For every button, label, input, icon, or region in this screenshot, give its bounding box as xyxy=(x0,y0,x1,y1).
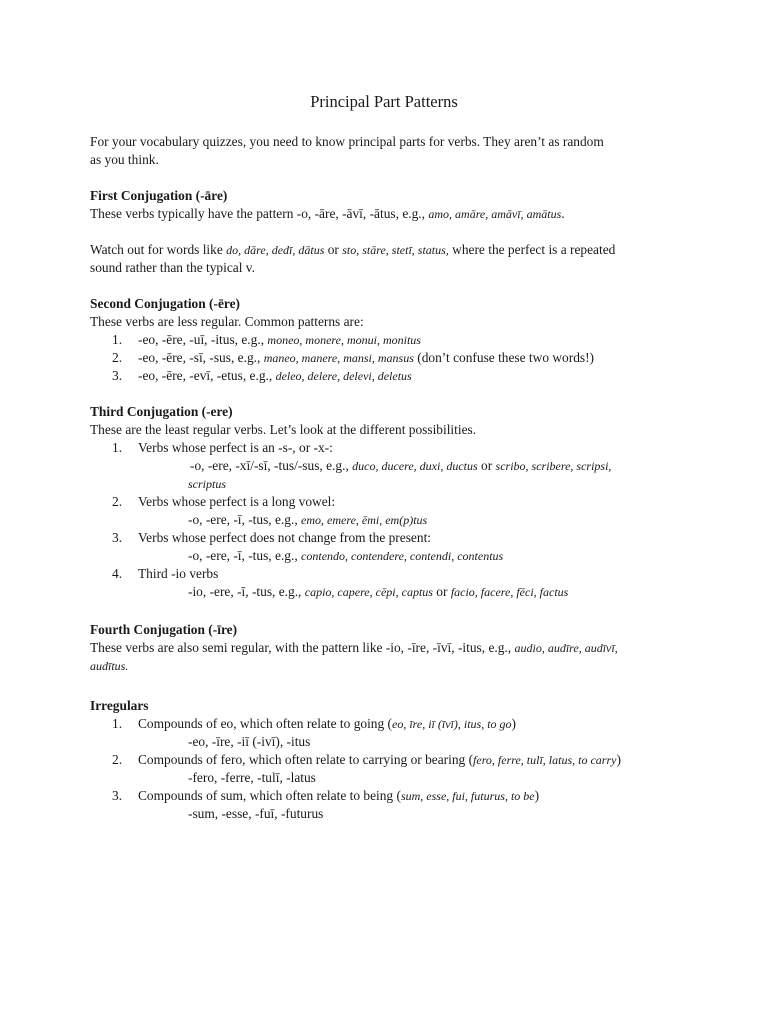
pattern: -o, -ere, -ī, -tus, e.g., xyxy=(188,512,302,527)
list-number: 1. xyxy=(112,716,123,731)
pattern-line xyxy=(90,547,690,565)
pattern-line xyxy=(90,583,690,601)
pattern-line-continued xyxy=(90,475,690,493)
second-conjugation-text: These verbs are less regular. Common patterns are: xyxy=(90,314,364,329)
watch-out-line-1 xyxy=(90,241,690,259)
first-conjugation-text xyxy=(90,205,690,223)
list-number: 3. xyxy=(112,788,123,803)
list-item-text xyxy=(138,349,594,367)
watch-text-a: Watch out for words like xyxy=(90,242,227,257)
first-conjugation-section xyxy=(90,187,690,223)
example: deleo, delere, delevi, deletus xyxy=(275,369,412,383)
page-title: Principal Part Patterns xyxy=(310,92,458,111)
pattern-text xyxy=(188,511,427,529)
irregulars-heading: Irregulars xyxy=(90,698,149,713)
example: eo, īre, iī (īvī), itus, to go xyxy=(392,717,512,731)
list-item xyxy=(90,367,690,385)
close-paren: ) xyxy=(511,716,517,731)
example: sum, esse, fui, futurus, to be xyxy=(400,789,535,803)
list-item xyxy=(90,751,690,769)
irregulars-section xyxy=(90,697,690,823)
second-conjugation-heading: Second Conjugation (-ēre) xyxy=(90,296,241,311)
fourth-conjugation-heading: Fourth Conjugation (-īre) xyxy=(90,622,238,637)
second-conjugation-section xyxy=(90,295,690,385)
example: emo, emere, ēmi, em(p)tus xyxy=(301,513,428,527)
fourth-pattern-text: These verbs are also semi regular, with the pattern like -io, -īre, -īvī, -itus, e.g., xyxy=(90,640,515,655)
third-conjugation-text: These are the least regular verbs. Let’s look at the different possibilities. xyxy=(90,422,477,437)
list-number: 2. xyxy=(112,350,123,365)
list-item-text: Verbs whose perfect is a long vowel: xyxy=(138,494,336,509)
pattern: -o, -ere, -ī, -tus, e.g., xyxy=(188,548,302,563)
intro-line-2: as you think. xyxy=(90,152,159,167)
list-item xyxy=(90,493,690,511)
list-item-text: Verbs whose perfect is an -s-, or -x-: xyxy=(138,440,333,455)
example: capio, capere, cēpi, captus xyxy=(304,585,433,599)
watch-example-1: do, dāre, dedī, dātus xyxy=(226,243,325,257)
or-text: or xyxy=(477,458,496,473)
list-item-text xyxy=(138,787,539,805)
example: duco, ducere, duxi, ductus xyxy=(352,459,478,473)
fourth-conjugation-text xyxy=(90,639,690,657)
watch-out-paragraph xyxy=(90,241,690,277)
watch-or: or xyxy=(324,242,343,257)
list-item xyxy=(90,349,690,367)
list-number: 2. xyxy=(112,752,123,767)
intro-line-1: For your vocabulary quizzes, you need to know principal parts for verbs. They aren’t as random xyxy=(90,134,604,149)
intro-paragraph xyxy=(90,133,690,169)
first-pattern-text: These verbs typically have the pattern -o, -āre, -āvī, -ātus, e.g., xyxy=(90,206,429,221)
pattern-text xyxy=(190,457,611,475)
example: maneo, manere, mansi, mansus xyxy=(263,351,414,365)
pattern-text: -eo, -ēre, -uī, -itus, e.g., xyxy=(138,332,268,347)
pattern-text: -eo, -ēre, -evī, -etus, e.g., xyxy=(138,368,276,383)
list-number: 2. xyxy=(112,494,123,509)
watch-example-2: sto, stāre, stetī, status, xyxy=(342,243,449,257)
example-2: scribo, scribere, scripsi, xyxy=(495,459,612,473)
list-number: 3. xyxy=(112,530,123,545)
pattern-text xyxy=(188,583,568,601)
list-number: 1. xyxy=(112,440,123,455)
fourth-example: audio, audīre, audīvī, xyxy=(514,641,618,655)
pattern: -eo, -īre, -iī (-ivī), -itus xyxy=(188,734,311,749)
list-number: 3. xyxy=(112,368,123,383)
list-item xyxy=(90,529,690,547)
watch-text-b: where the perfect is a repeated xyxy=(448,242,616,257)
list-item-text: Third -io verbs xyxy=(138,566,219,581)
example-continued: scriptus xyxy=(188,477,227,491)
pattern-line xyxy=(90,733,690,751)
pattern: -o, -ere, -xī/-sī, -tus/-sus, e.g., xyxy=(190,458,353,473)
first-example: amo, amāre, amāvī, amātus xyxy=(428,207,562,221)
after-text: (don’t confuse these two words!) xyxy=(413,350,595,365)
pattern-line xyxy=(90,511,690,529)
first-conjugation-heading: First Conjugation (-āre) xyxy=(90,188,228,203)
pattern-line xyxy=(90,805,690,823)
list-item-text xyxy=(138,331,421,349)
list-item xyxy=(90,787,690,805)
list-item-text xyxy=(138,715,516,733)
fourth-example-continued: audītus. xyxy=(90,659,129,673)
or-text: or xyxy=(432,584,451,599)
example-2: facio, facere, fēci, factus xyxy=(450,585,569,599)
third-conjugation-section xyxy=(90,403,690,601)
list-item xyxy=(90,331,690,349)
list-item xyxy=(90,439,690,457)
pattern-text: -eo, -ēre, -sī, -sus, e.g., xyxy=(138,350,264,365)
pattern: -fero, -ferre, -tulī, -latus xyxy=(188,770,316,785)
example: fero, ferre, tulī, latus, to carry xyxy=(473,753,617,767)
list-item-text xyxy=(138,367,412,385)
pattern-line xyxy=(90,769,690,787)
list-item-text: Verbs whose perfect does not change from the present: xyxy=(138,530,432,545)
fourth-conjugation-section xyxy=(90,621,690,675)
pattern: -io, -ere, -ī, -tus, e.g., xyxy=(188,584,305,599)
item-text: Compounds of fero, which often relate to carrying or bearing ( xyxy=(138,752,474,767)
item-text: Compounds of sum, which often relate to being ( xyxy=(138,788,401,803)
pattern-line xyxy=(90,457,690,475)
example: moneo, monere, monui, monitus xyxy=(267,333,421,347)
pattern: -sum, -esse, -fuī, -futurus xyxy=(188,806,324,821)
list-number: 1. xyxy=(112,332,123,347)
watch-out-line-2: sound rather than the typical v. xyxy=(90,260,255,275)
list-item-text xyxy=(138,751,621,769)
first-end: . xyxy=(561,206,565,221)
close-paren: ) xyxy=(616,752,621,767)
list-number: 4. xyxy=(112,566,123,581)
pattern-text xyxy=(188,547,503,565)
example: contendo, contendere, contendi, contentus xyxy=(301,549,504,563)
close-paren: ) xyxy=(534,788,540,803)
list-item xyxy=(90,715,690,733)
third-conjugation-heading: Third Conjugation (-ere) xyxy=(90,404,233,419)
item-text: Compounds of eo, which often relate to going ( xyxy=(138,716,392,731)
list-item xyxy=(90,565,690,583)
